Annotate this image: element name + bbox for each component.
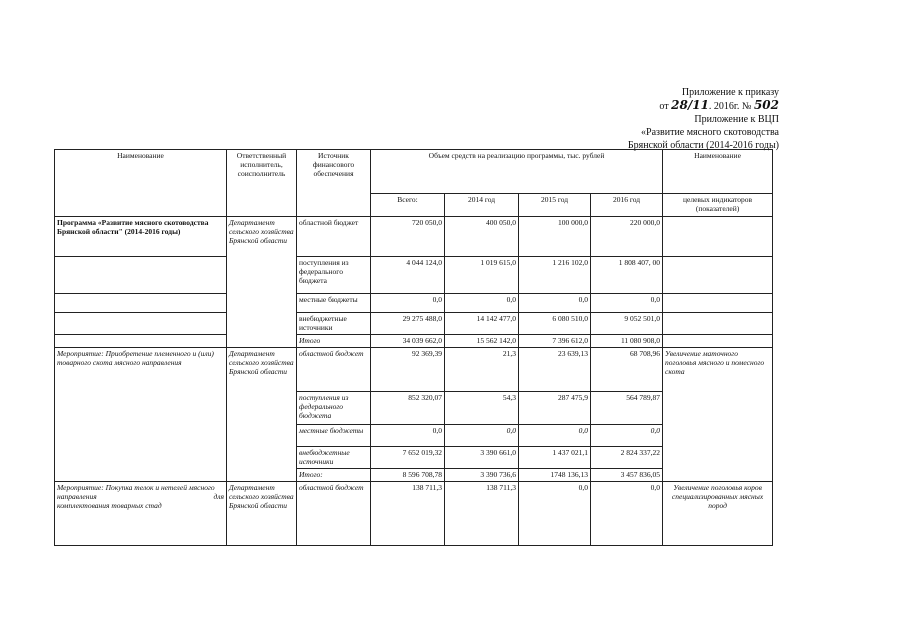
source-cell: поступления из федерального бюджета [297,257,371,294]
y2015-cell: 1748 136,13 [519,469,591,482]
y2015-cell: 6 080 510,0 [519,313,591,335]
indicator-cell [663,335,773,348]
source-cell: областной бюджет [297,482,371,546]
y2014-cell: 0,0 [445,425,519,447]
y2016-cell: 0,0 [591,482,663,546]
financing-table [54,149,773,546]
y2016-cell: 9 052 501,0 [591,313,663,335]
y2014-cell: 3 390 661,0 [445,447,519,469]
y2016-cell: 220 000,0 [591,217,663,257]
source-cell: поступления из федерального бюджета [297,392,371,425]
total-cell: 852 320,07 [371,392,445,425]
y2014-cell: 3 390 736,6 [445,469,519,482]
source-cell: внебюджетные источники [297,447,371,469]
program-name: Программа «Развитие мясного скотоводства Брянской области" (2014-2016 годы) [55,217,227,257]
y2016-cell: 11 080 908,0 [591,335,663,348]
source-cell: областной бюджет [297,217,371,257]
total-cell: 720 050,0 [371,217,445,257]
indicator-cell [663,257,773,294]
handwritten-day: 28 [671,98,688,112]
header-line-5: Брянской области (2014-2016 годы) [627,140,779,151]
table-row [55,257,773,294]
total-cell: 92 369,39 [371,348,445,392]
y2015-cell: 0,0 [519,425,591,447]
col-header-2014: 2014 год [445,194,519,217]
y2015-cell: 1 437 021,1 [519,447,591,469]
table-row [55,294,773,313]
total-cell: 7 652 019,32 [371,447,445,469]
measure2-responsible: Департамент сельского хозяйства Брянской области [227,482,297,546]
source-cell: местные бюджеты [297,425,371,447]
handwritten-order-number: 502 [753,98,779,112]
measure2-name-part2: для [213,492,224,501]
table-row [55,482,773,546]
document-header [628,86,779,152]
header-line-3: Приложение к ВЦП [694,114,779,125]
col-header-total: Всего: [371,194,445,217]
table-row [55,335,773,348]
y2014-cell: 21,3 [445,348,519,392]
total-cell: 8 596 708,78 [371,469,445,482]
y2015-cell: 0,0 [519,294,591,313]
indicator-cell [663,217,773,257]
col-header-2016: 2016 год [591,194,663,217]
measure1-name: Мероприятие: Приобретение племенного и (или) товарного скота мясного направления [55,348,227,482]
indicator-cell [663,294,773,313]
measure2-name [55,482,227,546]
header-row-1 [55,150,773,194]
table-row [55,313,773,335]
measure2-name-part1: Мероприятие: Покупка телок и нетелей мясного направления [57,483,215,501]
y2015-cell: 1 216 102,0 [519,257,591,294]
header-year: . 2016г. № [708,101,752,112]
y2015-cell: 287 475,9 [519,392,591,425]
y2016-cell: 0,0 [591,294,663,313]
table-row [55,348,773,392]
col-header-volume: Объем средств на реализацию программы, тыс. рублей [371,150,663,194]
col-header-responsible: Ответственный исполнитель, соисполнитель [227,150,297,217]
col-header-indicator: Наименование [663,150,773,194]
source-cell: областной бюджет [297,348,371,392]
y2016-cell: 2 824 337,22 [591,447,663,469]
y2014-cell: 138 711,3 [445,482,519,546]
header-line-2 [628,99,779,113]
y2014-cell: 400 050,0 [445,217,519,257]
program-name-cont [55,257,227,294]
measure2-name-part3: комплектования товарных стад [57,501,162,510]
program-name-cont [55,335,227,348]
total-cell: 138 711,3 [371,482,445,546]
handwritten-month-separator: / [687,98,693,112]
y2015-cell: 100 000,0 [519,217,591,257]
measure1-indicator: Увеличение маточного поголовья мясного и помесного скота [663,348,773,482]
y2015-cell: 0,0 [519,482,591,546]
source-cell-total: Итого [297,335,371,348]
y2014-cell: 0,0 [445,294,519,313]
total-cell: 4 044 124,0 [371,257,445,294]
total-cell: 0,0 [371,425,445,447]
y2014-cell: 15 562 142,0 [445,335,519,348]
col-header-source: Источник финансового обеспечения [297,150,371,217]
y2016-cell: 1 808 407, 00 [591,257,663,294]
total-cell: 29 275 488,0 [371,313,445,335]
total-cell: 0,0 [371,294,445,313]
program-name-cont [55,313,227,335]
y2015-cell: 23 639,13 [519,348,591,392]
y2014-cell: 1 019 615,0 [445,257,519,294]
handwritten-month: 11 [692,98,709,112]
source-cell: внебюджетные источники [297,313,371,335]
y2016-cell: 68 708,96 [591,348,663,392]
measure2-indicator: Увеличение поголовья коров специализированных мясных пород [663,482,773,546]
y2016-cell: 564 789,87 [591,392,663,425]
header-line-4: «Развитие мясного скотоводства [641,127,779,138]
source-cell: местные бюджеты [297,294,371,313]
program-responsible: Департамент сельского хозяйства Брянской области [227,217,297,348]
total-cell: 34 039 662,0 [371,335,445,348]
table-row [55,217,773,257]
y2016-cell: 3 457 836,05 [591,469,663,482]
measure1-responsible: Департамент сельского хозяйства Брянской области [227,348,297,482]
y2015-cell: 7 396 612,0 [519,335,591,348]
y2014-cell: 54,3 [445,392,519,425]
header-from-label: от [659,101,669,112]
y2014-cell: 14 142 477,0 [445,313,519,335]
indicator-cell [663,313,773,335]
col-header-2015: 2015 год [519,194,591,217]
col-header-name: Наименование [55,150,227,217]
source-cell-total: Итого: [297,469,371,482]
header-line-1: Приложение к приказу [681,87,779,98]
col-header-indicator-sub: целевых индикаторов (показателей) [663,194,773,217]
y2016-cell: 0,0 [591,425,663,447]
program-name-cont [55,294,227,313]
